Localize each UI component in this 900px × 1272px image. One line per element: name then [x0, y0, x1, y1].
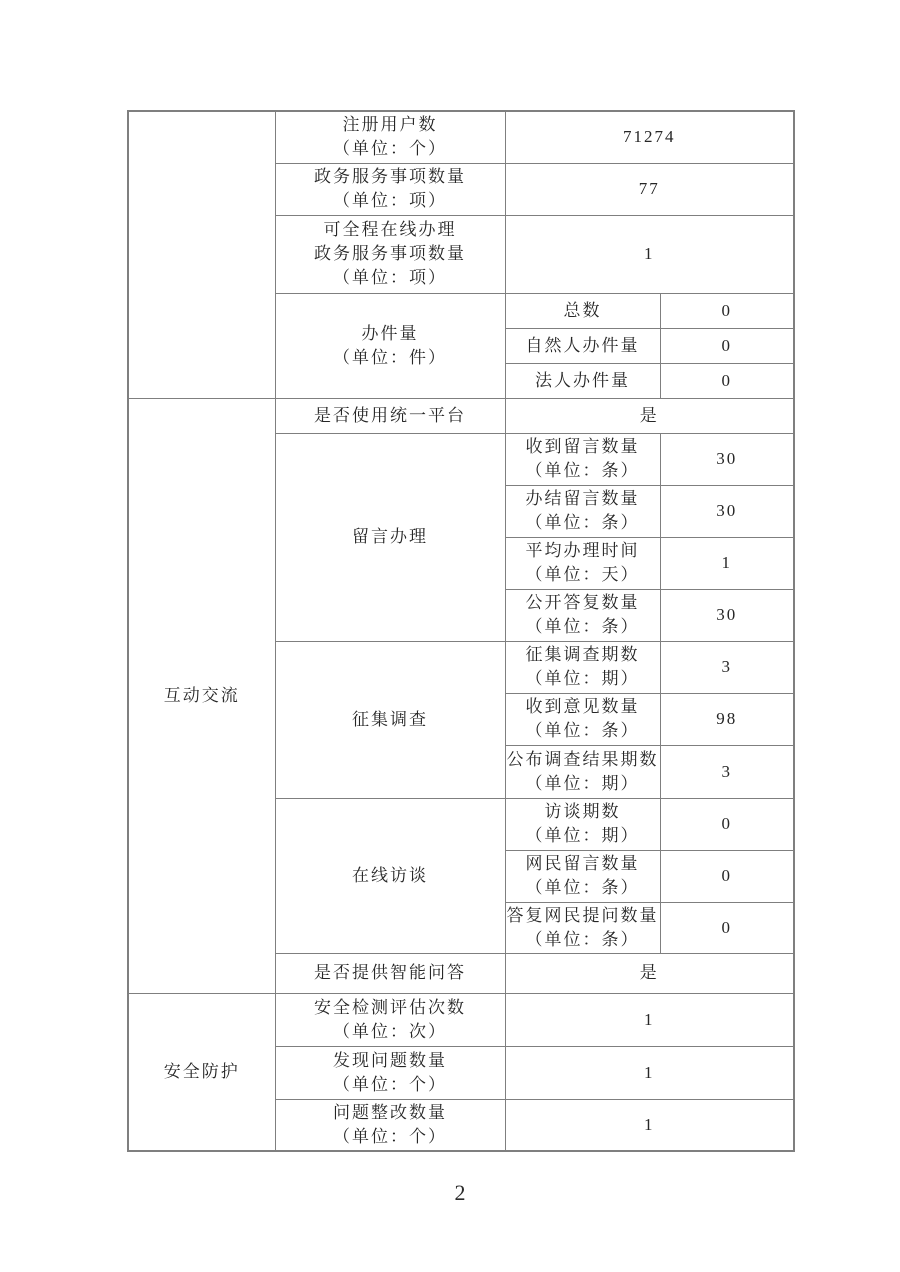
submetric-unit: （单位：条）	[525, 878, 640, 897]
submetric-opinions-received	[505, 693, 660, 745]
value-problems-rectified: 1	[505, 1099, 794, 1151]
metric-name-line2: 政务服务事项数量	[314, 244, 466, 263]
metric-unit: （单位：件）	[333, 347, 447, 367]
page-number: 2	[454, 1180, 466, 1205]
value-opinions-received: 98	[660, 693, 794, 745]
metric-registered-users	[275, 111, 505, 163]
value-average-handling-time: 1	[660, 537, 794, 589]
metric-name: 问题整改数量	[333, 1102, 447, 1122]
submetric-case-total: 总数	[505, 293, 660, 328]
submetric-name: 征集调查期数	[525, 645, 640, 664]
value-public-replies: 30	[660, 589, 794, 641]
metric-problems-found	[275, 1046, 505, 1099]
submetric-unit: （单位：条）	[525, 929, 640, 949]
submetric-name: 访谈期数	[544, 802, 621, 821]
value-registered-users: 71274	[505, 111, 794, 163]
submetric-unit: （单位：条）	[525, 461, 640, 480]
submetric-unit: （单位：天）	[525, 565, 640, 584]
submetric-name: 公开答复数量	[525, 593, 640, 612]
submetric-messages-received	[505, 433, 660, 485]
value-full-online-items: 1	[505, 215, 794, 293]
value-survey-results-published: 3	[660, 745, 794, 798]
submetric-case-legal-person: 法人办件量	[505, 363, 660, 398]
submetric-unit: （单位：期）	[525, 826, 640, 845]
submetric-netizen-questions-answered	[505, 902, 660, 953]
value-netizen-messages: 0	[660, 850, 794, 902]
submetric-interview-periods	[505, 798, 660, 850]
metric-service-items	[275, 163, 505, 215]
submetric-unit: （单位：条）	[525, 721, 640, 740]
metric-unit: （单位：个）	[333, 1126, 447, 1146]
submetric-name: 平均办理时间	[525, 541, 640, 560]
submetric-name: 公布调查结果期数	[506, 749, 659, 769]
metric-name: 办件量	[361, 323, 419, 343]
group-cell-interaction: 互动交流	[128, 398, 275, 993]
submetric-name: 收到意见数量	[525, 697, 640, 716]
metric-name: 政务服务事项数量	[314, 167, 466, 186]
submetric-survey-results-published	[505, 745, 660, 798]
metric-unit: （单位：个）	[333, 1074, 447, 1094]
metric-case-volume	[275, 293, 505, 398]
value-unified-platform: 是	[505, 398, 794, 433]
metric-unit: （单位：个）	[333, 139, 447, 159]
submetric-name: 答复网民提问数量	[506, 905, 659, 925]
submetric-case-natural-person: 自然人办件量	[505, 328, 660, 363]
value-security-checks: 1	[505, 993, 794, 1046]
value-smart-qa: 是	[505, 953, 794, 993]
metric-unified-platform: 是否使用统一平台	[275, 398, 505, 433]
value-netizen-questions-answered: 0	[660, 902, 794, 953]
metric-problems-rectified	[275, 1099, 505, 1151]
value-interview-periods: 0	[660, 798, 794, 850]
metric-name-line1: 可全程在线办理	[323, 220, 457, 239]
metric-unit: （单位：项）	[333, 191, 447, 210]
submetric-unit: （单位：期）	[525, 669, 640, 688]
submetric-unit: （单位：条）	[525, 617, 640, 636]
submetric-survey-periods	[505, 641, 660, 693]
submetric-netizen-messages	[505, 850, 660, 902]
metric-full-online-items	[275, 215, 505, 293]
submetric-name: 网民留言数量	[525, 854, 640, 873]
value-service-items: 77	[505, 163, 794, 215]
value-survey-periods: 3	[660, 641, 794, 693]
value-case-legal-person: 0	[660, 363, 794, 398]
value-messages-received: 30	[660, 433, 794, 485]
value-case-natural-person: 0	[660, 328, 794, 363]
submetric-name: 收到留言数量	[525, 437, 640, 456]
metric-unit: （单位：次）	[333, 1021, 447, 1041]
metric-unit: （单位：项）	[333, 268, 447, 287]
group-cell-security: 安全防护	[128, 993, 275, 1151]
metric-security-checks	[275, 993, 505, 1046]
submetric-name: 办结留言数量	[525, 489, 640, 508]
metric-online-interview: 在线访谈	[275, 798, 505, 953]
submetric-average-handling-time	[505, 537, 660, 589]
group-cell-previous	[128, 111, 275, 398]
submetric-unit: （单位：条）	[525, 513, 640, 532]
value-problems-found: 1	[505, 1046, 794, 1099]
metric-name: 注册用户数	[342, 115, 438, 135]
value-messages-completed: 30	[660, 485, 794, 537]
metric-message-handling: 留言办理	[275, 433, 505, 641]
value-case-total: 0	[660, 293, 794, 328]
metric-name: 安全检测评估次数	[314, 997, 466, 1017]
submetric-messages-completed	[505, 485, 660, 537]
submetric-public-replies	[505, 589, 660, 641]
metric-smart-qa: 是否提供智能问答	[275, 953, 505, 993]
metric-name: 发现问题数量	[333, 1050, 447, 1070]
annual-report-table	[127, 110, 795, 1152]
submetric-unit: （单位：期）	[525, 773, 640, 793]
metric-survey: 征集调查	[275, 641, 505, 798]
